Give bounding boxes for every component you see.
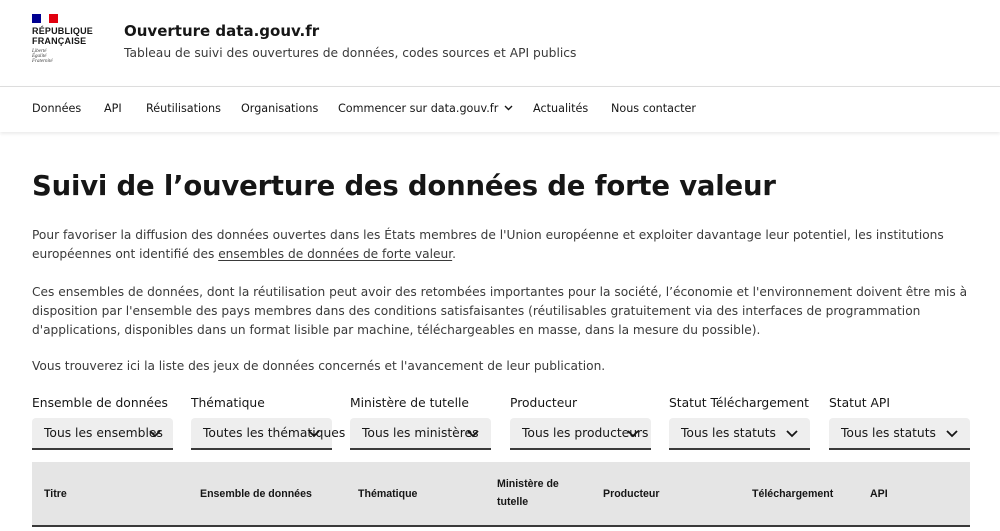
filter-select-thematique[interactable] [191, 418, 346, 450]
logo-motto [32, 49, 102, 64]
chevron-down-icon [627, 429, 639, 439]
site-tagline: Tableau de suivi des ouvertures de données, codes sources et API publics [124, 46, 577, 60]
chevron-down-icon [504, 104, 513, 114]
select-value: Tous les ensembles [44, 426, 163, 440]
select-value: Tous les statuts [841, 426, 936, 440]
nav-item-commencer[interactable] [338, 102, 513, 115]
nav-item-label: Commencer sur data.gouv.fr [338, 102, 499, 115]
select-value: Tous les ministères [362, 426, 479, 440]
intro-text-end: . [452, 247, 457, 261]
column-header-producteur[interactable]: Producteur [603, 488, 660, 500]
column-header-ministere[interactable]: Ministère de tutelle [497, 478, 559, 508]
chevron-down-icon [786, 429, 798, 439]
nav-item-label: Organisations [241, 102, 319, 115]
motto-liberte: Liberté [32, 49, 47, 54]
column-header-api[interactable]: API [870, 488, 888, 500]
nav-item-label: Nous contacter [611, 102, 697, 115]
intro-paragraph-3: Vous trouverez ici la liste des jeux de données concernés et l'avancement de leur publication. [32, 359, 606, 373]
nav-item-label: Actualités [533, 102, 589, 115]
site-title[interactable]: Ouverture data.gouv.fr [124, 22, 320, 40]
nav-item-actualites[interactable] [533, 102, 588, 115]
nav-item-label: Réutilisations [146, 102, 221, 115]
filter-select-ensemble[interactable] [32, 418, 173, 450]
nav-item-contact[interactable] [611, 102, 696, 115]
motto-fraternite: Fraternité [32, 59, 53, 64]
main-navigation [0, 86, 1000, 132]
column-header-telechargement[interactable]: Téléchargement [752, 488, 834, 500]
column-header-ensemble[interactable]: Ensemble de données [200, 488, 312, 500]
nav-item-donnees[interactable] [32, 102, 81, 115]
filter-select-statut-api[interactable] [829, 418, 970, 450]
filter-label-thematique: Thématique [191, 396, 265, 410]
select-value: Tous les producteurs [522, 426, 649, 440]
filter-select-statut-telechargement[interactable] [669, 418, 810, 450]
page-title: Suivi de l’ouverture des données de forte valeur [32, 170, 776, 202]
republique-francaise-logo[interactable] [32, 14, 102, 64]
french-flag-icon [32, 14, 58, 23]
filter-label-statut-telechargement: Statut Téléchargement [669, 396, 809, 410]
nav-item-organisations[interactable] [241, 102, 318, 115]
chevron-down-icon [149, 429, 161, 439]
column-header-thematique[interactable]: Thématique [358, 488, 418, 500]
nav-item-label: Données [32, 102, 82, 115]
nav-item-label: API [104, 102, 122, 115]
filter-select-producteur[interactable] [510, 418, 651, 450]
filter-label-ensemble: Ensemble de données [32, 396, 168, 410]
logo-line-1: RÉPUBLIQUE [32, 26, 94, 36]
select-value: Toutes les thématiques [203, 426, 346, 440]
nav-item-reutilisations[interactable] [146, 102, 221, 115]
intro-paragraph-1 [32, 226, 972, 264]
intro-text: Pour favoriser la diffusion des données ouvertes dans les États membres de l'Union européenne et exploiter davantage leur potentiel, les institutions européennes ont identifié des [32, 228, 944, 261]
filter-label-ministere: Ministère de tutelle [350, 396, 469, 410]
filter-label-producteur: Producteur [510, 396, 578, 410]
select-value: Tous les statuts [681, 426, 776, 440]
column-header-titre[interactable]: Titre [44, 488, 67, 500]
logo-line-2: FRANÇAISE [32, 36, 87, 46]
filter-label-statut-api: Statut API [829, 396, 890, 410]
chevron-down-icon [467, 429, 479, 439]
filter-select-ministere[interactable] [350, 418, 491, 450]
high-value-datasets-link[interactable]: ensembles de données de forte valeur [218, 247, 453, 261]
motto-egalite: Égalité [32, 54, 47, 59]
chevron-down-icon [308, 429, 320, 439]
nav-item-api[interactable] [104, 102, 122, 115]
intro-paragraph-2: Ces ensembles de données, dont la réutilisation peut avoir des retombées importantes pour la société, l’économie et l'environnement doivent être mis à disposition par l'ensemble des pays membres dans des conditions satisfaisantes (réutilisables gratuitement via des interfaces de programmation d'applications, disponibles dans un format lisible par machine, téléchargeables en masse, dans la mesure du possible). [32, 285, 968, 337]
table-header [32, 462, 970, 527]
site-header [0, 0, 1000, 86]
chevron-down-icon [946, 429, 958, 439]
